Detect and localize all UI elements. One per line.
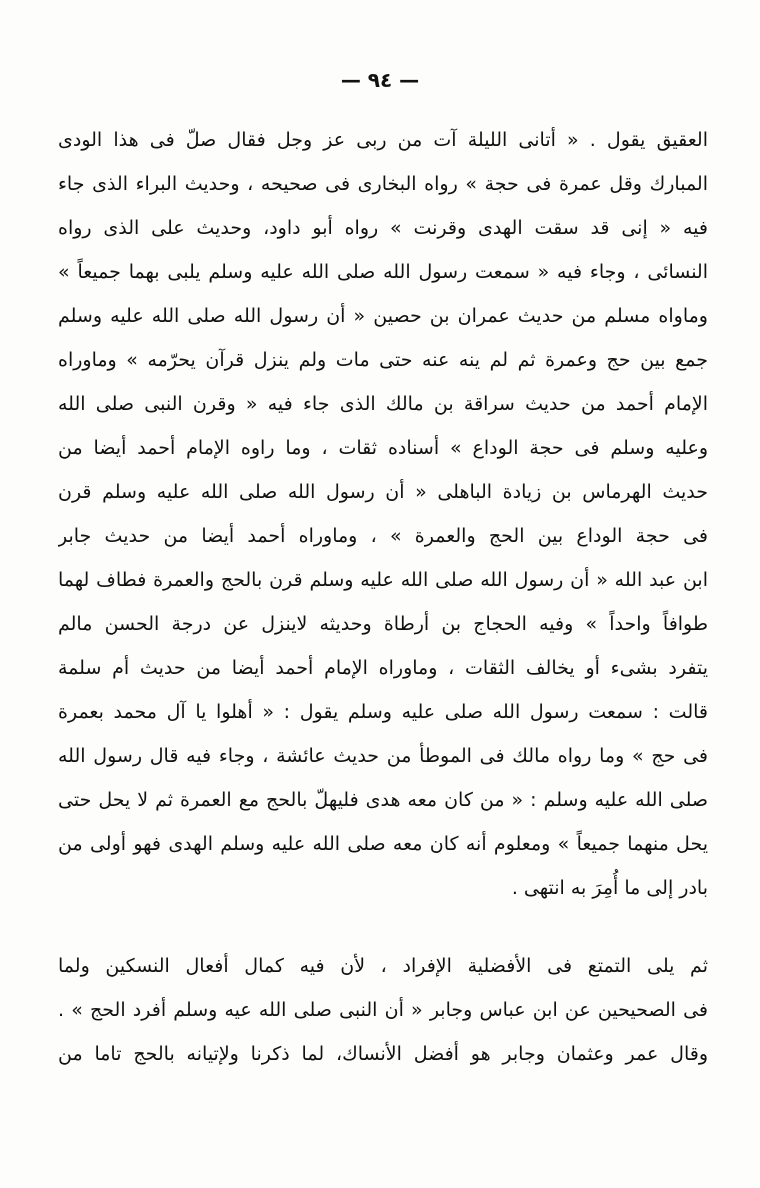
text-line: صلى الله عليه وسلم : « من كان معه هدى فليهلّ بالحج مع العمرة ثم لا يحل حتى	[58, 789, 708, 811]
text-line: العقيق يقول . « أتانى الليلة آت من ربى عز وجل فقال صلّ فى هذا الودى	[58, 129, 708, 151]
text-line: يتفرد بشىء أو يخالف الثقات ، وماوراه الإمام أحمد أيضا من حديث أم سلمة	[58, 657, 708, 679]
text-line: المبارك وقل عمرة فى حجة » رواه البخارى فى صحيحه ، وحديث البراء الذى جاء	[58, 173, 708, 195]
text-line: قالت : سمعت رسول الله صلى عليه وسلم يقول : « أهلوا يا آل محمد بعمرة	[58, 701, 708, 723]
text-line: فى الصحيحين عن ابن عباس وجابر « أن النبى صلى الله عيه وسلم أفرد الحج » .	[58, 999, 708, 1021]
text-line: ابن عبد الله « أن رسول الله صلى الله عليه وسلم قرن بالحج والعمرة فطاف لهما	[58, 569, 708, 591]
text-line: بادر إلى ما أُمِرَ به انتهى .	[511, 877, 708, 899]
paragraph-1	[58, 118, 708, 910]
text-line: جمع بين حج وعمرة ثم لم ينه عنه حتى مات ولم ينزل قرآن يحرّمه » وماوراه	[58, 349, 708, 371]
text-line: النسائى ، وجاء فيه « سمعت رسول الله صلى الله عليه وسلم يلبى بهما جميعاً »	[58, 261, 708, 283]
text-line: وعليه وسلم فى حجة الوداع » أسناده ثقات ، وما راوه الإمام أحمد أيضا من	[58, 437, 708, 459]
text-line: الإمام أحمد من حديث سراقة بن مالك الذى جاء فيه « وقرن النبى صلى الله	[58, 393, 708, 415]
text-line: فى حج » وما رواه مالك فى الموطأ من حديث عائشة ، وجاء فيه قال رسول الله	[58, 745, 708, 767]
text-line: فيه « إنى قد سقت الهدى وقرنت » رواه أبو داود، وحديث على الذى رواه	[58, 217, 708, 239]
page-number: — ٩٤ —	[340, 68, 420, 92]
text-line: فى حجة الوداع بين الحج والعمرة » ، وماوراه أحمد أيضا من حديث جابر	[58, 525, 708, 547]
paragraph-2	[58, 944, 708, 1076]
text-line: طوافاً واحداً » وفيه الحجاج بن أرطاة وحديثه لاينزل عن درجة الحسن مالم	[58, 613, 708, 635]
text-line: وماواه مسلم من حديث عمران بن حصين « أن رسول الله صلى الله عليه وسلم	[58, 305, 708, 327]
text-line: حديث الهرماس بن زيادة الباهلى « أن رسول الله صلى الله عليه وسلم قرن	[58, 481, 708, 503]
text-line: يحل منهما جميعاً » ومعلوم أنه كان معه صلى الله عليه وسلم الهدى فهو أولى من	[58, 833, 708, 855]
text-line: وقال عمر وعثمان وجابر هو أفضل الأنساك، لما ذكرنا ولإتيانه بالحج تاما من	[58, 1043, 708, 1065]
text-line: ثم يلى التمتع فى الأفضلية الإفراد ، لأن فيه كمال أفعال النسكين ولما	[58, 955, 708, 977]
